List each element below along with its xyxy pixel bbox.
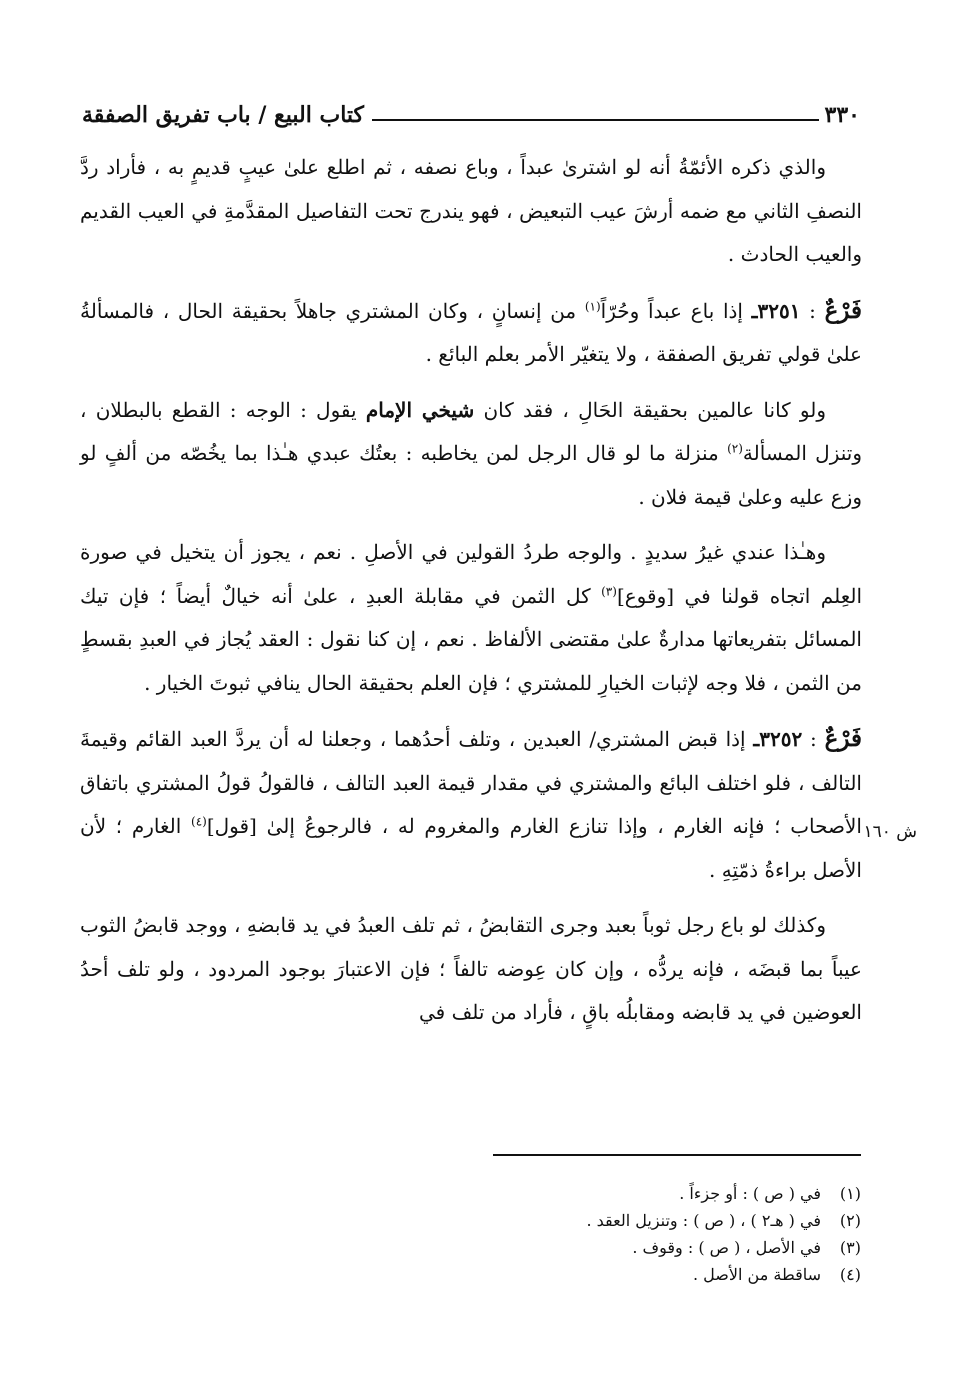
main-text bbox=[80, 146, 862, 1047]
footnote-item bbox=[80, 1180, 861, 1207]
paragraph-text: يقول : الوجه : القطع بالبطلان ، وتنزل المسألة bbox=[80, 397, 862, 465]
footnote-ref-4: (٤) bbox=[191, 814, 207, 829]
footnote-text: في ( هـ٢ ) ، ( ص ) : وتنزيل العقد . bbox=[586, 1211, 821, 1230]
paragraph-text: ولو كانا عالمين بحقيقة الحَالِ ، فقد كان bbox=[474, 397, 826, 422]
paragraph-text: إذا قبض المشتري/ العبدين ، وتلف أحدُهما ، وجعلنا له أن يردَّ العبد القائم وقيمةَ التالف ، فلو اختلف البائع والمشتري في مقدار قيمة العبد التالف ، فالقولُ قولُ المشتري باتفاق الأصحاب ؛ فإنه الغارم ، وإذا تنازع الغارم والمغروم له ، فالرجوعُ إلىٰ [قول] bbox=[80, 727, 862, 838]
page-header bbox=[82, 88, 860, 128]
footnote-number: (٤) bbox=[839, 1265, 861, 1284]
footnote-text: ساقطة من الأصل . bbox=[693, 1265, 821, 1284]
page-number: ٣٣٠ bbox=[824, 102, 860, 128]
paragraph-4 bbox=[80, 531, 862, 705]
paragraph-far-3252 bbox=[80, 717, 862, 892]
far-heading: فَرْعٌ bbox=[824, 725, 863, 752]
paragraph-3 bbox=[80, 389, 862, 520]
far-colon: : bbox=[802, 727, 825, 751]
paragraph-text: وكذلك لو باع رجل ثوباً بعبد وجرى التقابضُ ، ثم تلف العبدُ في يد قابضهِ ، ووجد قابضُ الثوب عيباً بما قبضَه ، فإنه يردُّه ، وإن كان عِوضه تالفاً ؛ فإن الاعتبارَ بوجود المردود ، ولو تلف أحدُ العوضين في يد قابضه ومقابلُه باقٍ ، فأراد من تلف في bbox=[80, 913, 862, 1024]
footnote-ref-1: (١) bbox=[584, 298, 601, 313]
far-colon: : bbox=[800, 298, 825, 323]
paragraph-1 bbox=[80, 146, 862, 277]
footnotes bbox=[80, 1180, 861, 1288]
footnote-item bbox=[80, 1234, 861, 1261]
footnote-text: في ( ص ) : أو جزءاً . bbox=[679, 1184, 821, 1203]
paragraph-text: والذي ذكره الأئمّةُ أنه لو اشترىٰ عبداً ، وباع نصفه ، ثم اطلع علىٰ عيبٍ قديمٍ به ، فأراد ردَّ النصفِ الثاني مع ضمه أرشَ عيب التبعيض ، فهو يندرج تحت التفاصيل المقدَّمةِ في العيب القديم والعيب الحادث . bbox=[80, 155, 862, 266]
paragraph-text: إذا باع عبداً وحُرّاً bbox=[600, 298, 752, 323]
bold-name: شيخي الإمام bbox=[365, 397, 475, 422]
running-title: كتاب البيع / باب تفريق الصفقة bbox=[82, 102, 365, 128]
footnote-text: في الأصل ، ( ص ) : وقوف . bbox=[632, 1238, 821, 1257]
paragraph-text: من إنسانٍ ، وكان المشتري جاهلاً بحقيقة الحال ، فالمسألةُ علىٰ قولي تفريق الصفقة ، ولا يتغيّر الأمر بعلم البائع . bbox=[80, 298, 862, 366]
issue-number: ٣٢٥١ـ bbox=[751, 298, 801, 323]
footnote-item bbox=[80, 1207, 861, 1234]
paragraph-text: وهـٰذا عندي غيرُ سديدٍ . والوجه طردُ القولين في الأصلِ . نعم ، يجوز أن يتخيل في صورة العِلم اتجاه قولنا في [وقوع] bbox=[80, 540, 862, 608]
paragraph-6 bbox=[80, 904, 862, 1035]
paragraph-text: كل الثمن في مقابلة العبدِ ، علىٰ أنه خيالٌ أيضاً ؛ فإن تيك المسائل بتفريعاتها مدارةٌ علىٰ مقتضى الألفاظ . نعم ، إن كنا نقول : العقد يُجاز في العبدِ بقسطٍ من الثمن ، فلا وجه لإثبات الخيارِ للمشتري ؛ فإن العلم بحقيقة الحال ينافي ثبوتَ الخيار . bbox=[80, 583, 862, 695]
issue-number: ٣٢٥٢ـ bbox=[753, 727, 803, 751]
footnote-number: (١) bbox=[839, 1184, 861, 1203]
manuscript-folio-note: ش ١٦٠ bbox=[863, 822, 917, 842]
paragraph-far-3251 bbox=[80, 289, 862, 377]
paragraph-text: منزلة ما لو قال الرجل لمن يخاطبه : بعتُك عبدي هـٰذا بما يخُصّه من ألفٍ لو وزع عليه وعلىٰ قيمة فلان . bbox=[80, 441, 862, 509]
footnote-separator bbox=[493, 1154, 861, 1156]
footnote-number: (٢) bbox=[839, 1211, 861, 1230]
footnote-number: (٣) bbox=[839, 1238, 861, 1257]
footnote-ref-3: (٣) bbox=[601, 583, 617, 598]
footnote-ref-2: (٢) bbox=[727, 441, 743, 456]
far-heading: فَرْعٌ bbox=[824, 296, 862, 324]
footnote-item bbox=[80, 1261, 861, 1288]
header-rule bbox=[372, 119, 819, 121]
paragraph-text: الغارم ؛ لأن الأصل براءةُ ذمّتِهِ . bbox=[80, 814, 862, 882]
